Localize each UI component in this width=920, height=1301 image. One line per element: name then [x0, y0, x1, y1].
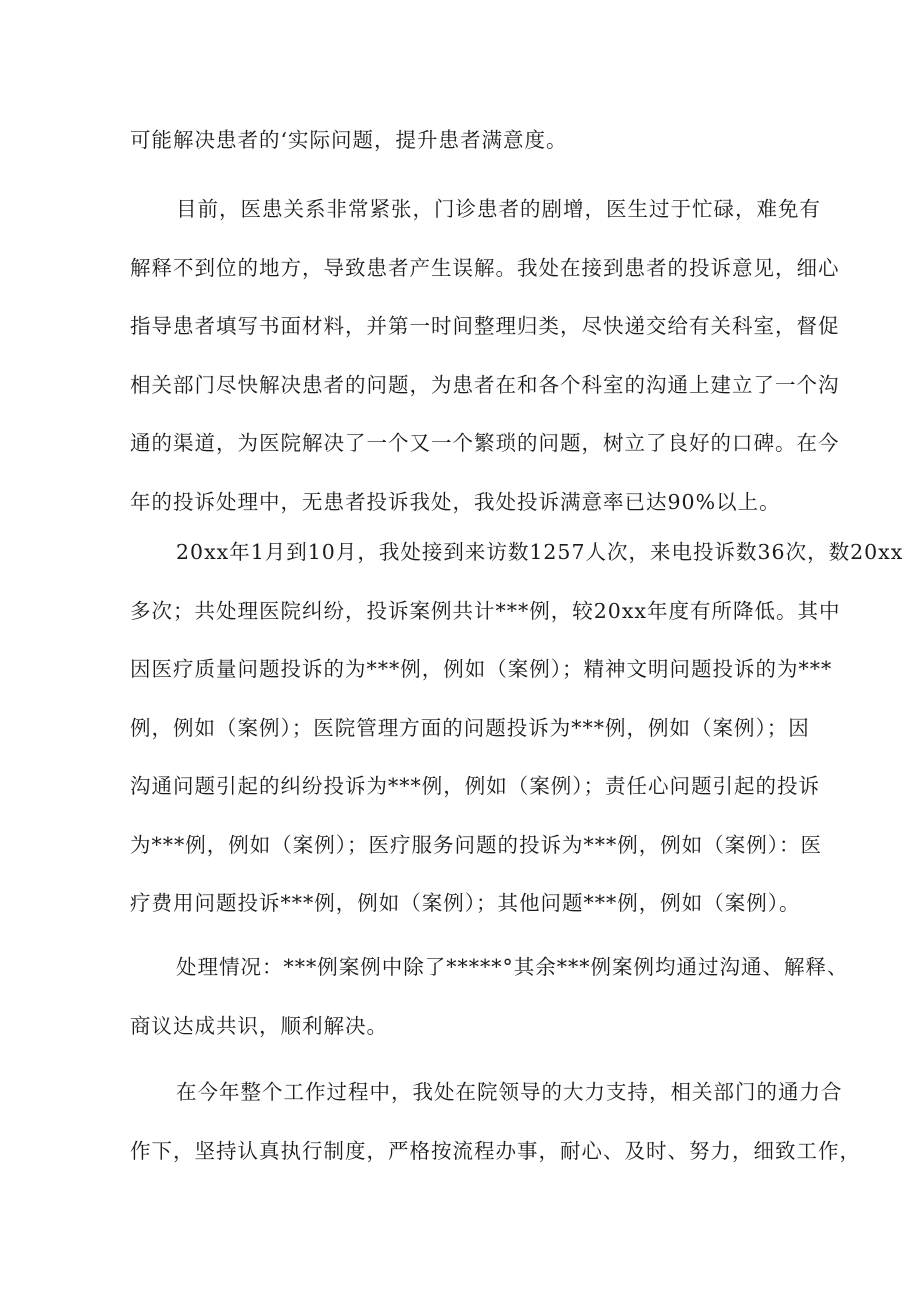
text-line: 目前，医患关系非常紧张，门诊患者的剧增，医生过于忙碌，难免有: [176, 197, 821, 221]
text-line: 沟通问题引起的纠纷投诉为***例，例如（案例）；责任心问题引起的投诉: [130, 774, 820, 798]
text-line: 年的投诉处理中，无患者投诉我处，我处投诉满意率已达90%以上。: [130, 489, 781, 514]
text-line: 20xx年1月到10月，我处接到来访数1257人次，来电投诉数36次，数20xx: [176, 540, 904, 564]
text-line: 在今年整个工作过程中，我处在院领导的大力支持，相关部门的通力合: [176, 1080, 843, 1104]
text-line: 疗费用问题投诉***例，例如（案例）；其他问题***例，例如（案例）。: [130, 891, 801, 915]
text-line: 解释不到位的地方，导致患者产生误解。我处在接到患者的投诉意见，细心: [130, 255, 840, 280]
text-line: 例，例如（案例）；医院管理方面的问题投诉为***例，例如（案例）；因: [130, 715, 810, 740]
text-line: 为***例，例如（案例）；医疗服务问题的投诉为***例，例如（案例）：医: [130, 832, 822, 857]
text-line: 指导患者填写书面材料，并第一时间整理归类，尽快递交给有关科室，督促: [130, 314, 840, 338]
text-line: 通的渠道，为医院解决了一个又一个繁琐的问题，树立了良好的口碑。在今: [130, 431, 840, 455]
text-line: 多次；共处理医院纠纷，投诉案例共计***例，较20xx年度有所降低。其中: [130, 598, 841, 623]
paragraph-1: [130, 111, 795, 170]
text-line: 处理情况：***例案例中除了*****°其余***例案例均通过沟通、解释、: [176, 955, 849, 979]
paragraph-5: [130, 1063, 861, 1180]
text-line: 商议达成共识，顺利解决。: [130, 1013, 388, 1038]
paragraph-3: [130, 523, 904, 933]
text-line: 因医疗质量问题投诉的为***例，例如（案例）；精神文明问题投诉的为***: [130, 657, 833, 681]
paragraph-4: [130, 938, 849, 1055]
text-line: 相关部门尽快解决患者的问题，为患者在和各个科室的沟通上建立了一个沟: [130, 372, 840, 397]
text-line: 作下，坚持认真执行制度，严格按流程办事，耐心、及时、努力，细致工作，: [130, 1138, 861, 1163]
paragraph-2: [130, 180, 840, 531]
text-line: 可能解决患者的‘实际问题，提升患者满意度。: [130, 128, 568, 152]
